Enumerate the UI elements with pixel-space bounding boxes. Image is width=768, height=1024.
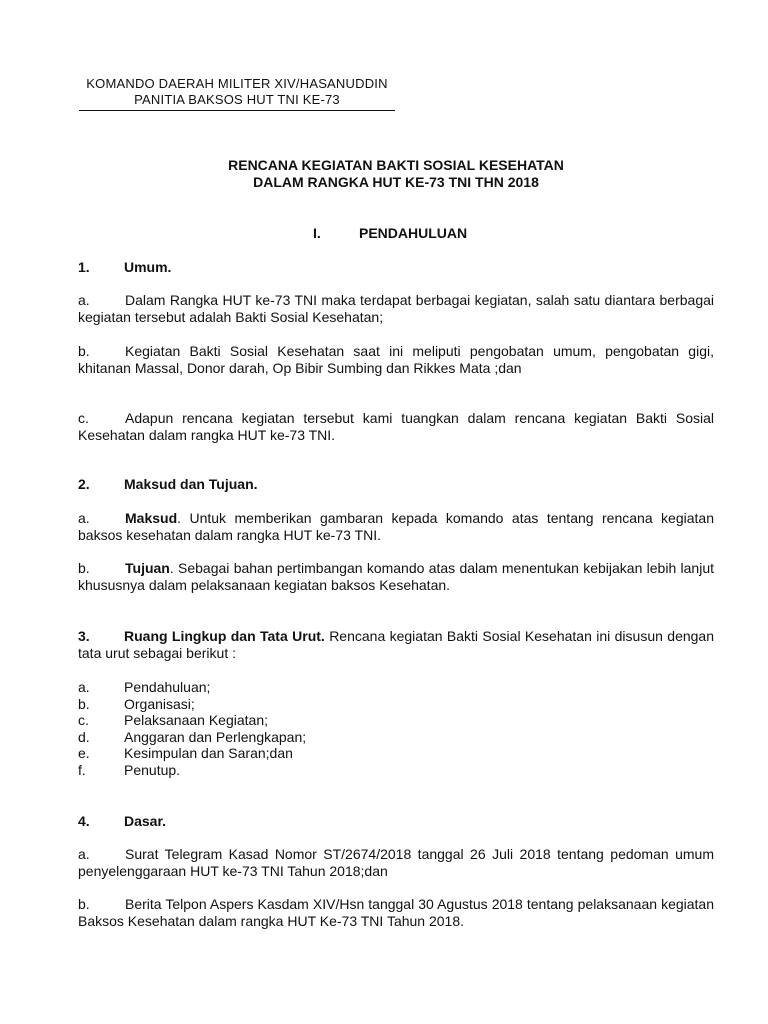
letterhead-command: KOMANDO DAERAH MILITER XIV/HASANUDDIN [86,76,388,91]
item-term: Maksud [125,510,178,526]
title-line-1: RENCANA KEGIATAN BAKTI SOSIAL KESEHATAN [228,157,564,173]
item-label: d. [78,728,90,745]
item-text: Kesimpulan dan Saran;dan [124,745,293,761]
list-item [78,762,714,779]
section-heading-introduction [313,225,467,242]
list-item [78,745,714,762]
list-item [78,729,714,746]
item-text: . Sebagai bahan pertimbangan komando atas dalam menentukan kebijakan lebih lanjut khususnya dalam pelaksanaan kegiatan baksos Kesehatan. [78,560,714,593]
paragraph-1a [78,292,714,326]
item-label: a. [78,292,90,308]
letterhead-underline [79,110,395,111]
heading-maksud-tujuan [78,476,714,493]
item-text: Dalam Rangka HUT ke-73 TNI maka terdapat berbagai kegiatan, salah satu diantara berbagai kegiatan tersebut adalah Bakti Sosial Kesehatan; [78,292,714,325]
item-text: Kegiatan Bakti Sosial Kesehatan saat ini meliputi pengobatan umum, pengobatan gigi, khitanan Massal, Donor darah, Op Bibir Sumbing dan Rikkes Mata ;dan [78,343,714,376]
item-term: Tujuan [125,560,170,576]
heading-number: 2. [78,476,90,492]
list-item [78,712,714,729]
heading-text: Ruang Lingkup dan Tata Urut. [124,628,325,644]
paragraph-4b [78,896,714,930]
heading-number: 4. [78,813,90,829]
item-text: Anggaran dan Perlengkapan; [124,728,307,745]
paragraph-2a [78,510,714,544]
item-label: a. [78,510,90,526]
heading-text: Umum. [124,259,172,275]
item-text: Pelaksanaan Kegiatan; [124,712,268,728]
heading-number: 1. [78,259,90,275]
letterhead-committee: PANITIA BAKSOS HUT TNI KE-73 [134,92,340,107]
document-title [0,157,768,191]
paragraph-1b [78,343,714,377]
title-line-2: DALAM RANGKA HUT KE-73 TNI THN 2018 [253,174,539,190]
paragraph-4a [78,846,714,880]
list-item [78,696,714,713]
item-text: Adapun rencana kegiatan tersebut kami tuangkan dalam rencana kegiatan Bakti Sosial Kesehatan dalam rangka HUT ke-73 TNI. [78,410,714,443]
paragraph-text: Rencana kegiatan Bakti Sosial Kesehatan ini disusun dengan tata urut sebagai berikut : [78,628,714,661]
heading-number: 3. [78,628,90,644]
item-label: c. [78,712,89,728]
list-item [78,679,714,696]
item-text: Penutup. [124,761,181,778]
paragraph-3-ruang-lingkup [78,628,714,662]
item-label: c. [78,410,89,426]
item-label: f. [78,761,86,778]
paragraph-2b [78,560,714,594]
item-text: Organisasi; [124,695,195,712]
item-label: b. [78,896,90,912]
item-label: a. [78,679,90,695]
heading-text: Maksud dan Tujuan. [124,476,258,492]
letterhead [78,76,396,108]
item-text: . Untuk memberikan gambaran kepada komando atas tentang rencana kegiatan baksos kesehatan dalam rangka HUT ke-73 TNI. [78,510,714,543]
item-text: Berita Telpon Aspers Kasdam XIV/Hsn tanggal 30 Agustus 2018 tentang pelaksanaan kegiatan Baksos Kesehatan dalam rangka HUT Ke-73 TNI Tahun 2018. [78,896,714,929]
outline-list [78,679,714,778]
item-text: Pendahuluan; [124,679,211,695]
item-label: b. [78,560,90,576]
heading-dasar [78,813,714,830]
heading-text: Dasar. [124,813,167,829]
item-label: a. [78,846,90,862]
paragraph-1c [78,410,714,444]
item-label: b. [78,343,90,359]
item-label: e. [78,745,90,761]
heading-umum [78,259,714,276]
item-text: Surat Telegram Kasad Nomor ST/2674/2018 tanggal 26 Juli 2018 tentang pedoman umum penyelenggaraan HUT ke-73 TNI Tahun 2018;dan [78,846,714,879]
item-label: b. [78,695,90,712]
section-label: PENDAHULUAN [359,225,468,241]
section-number: I. [313,225,321,241]
